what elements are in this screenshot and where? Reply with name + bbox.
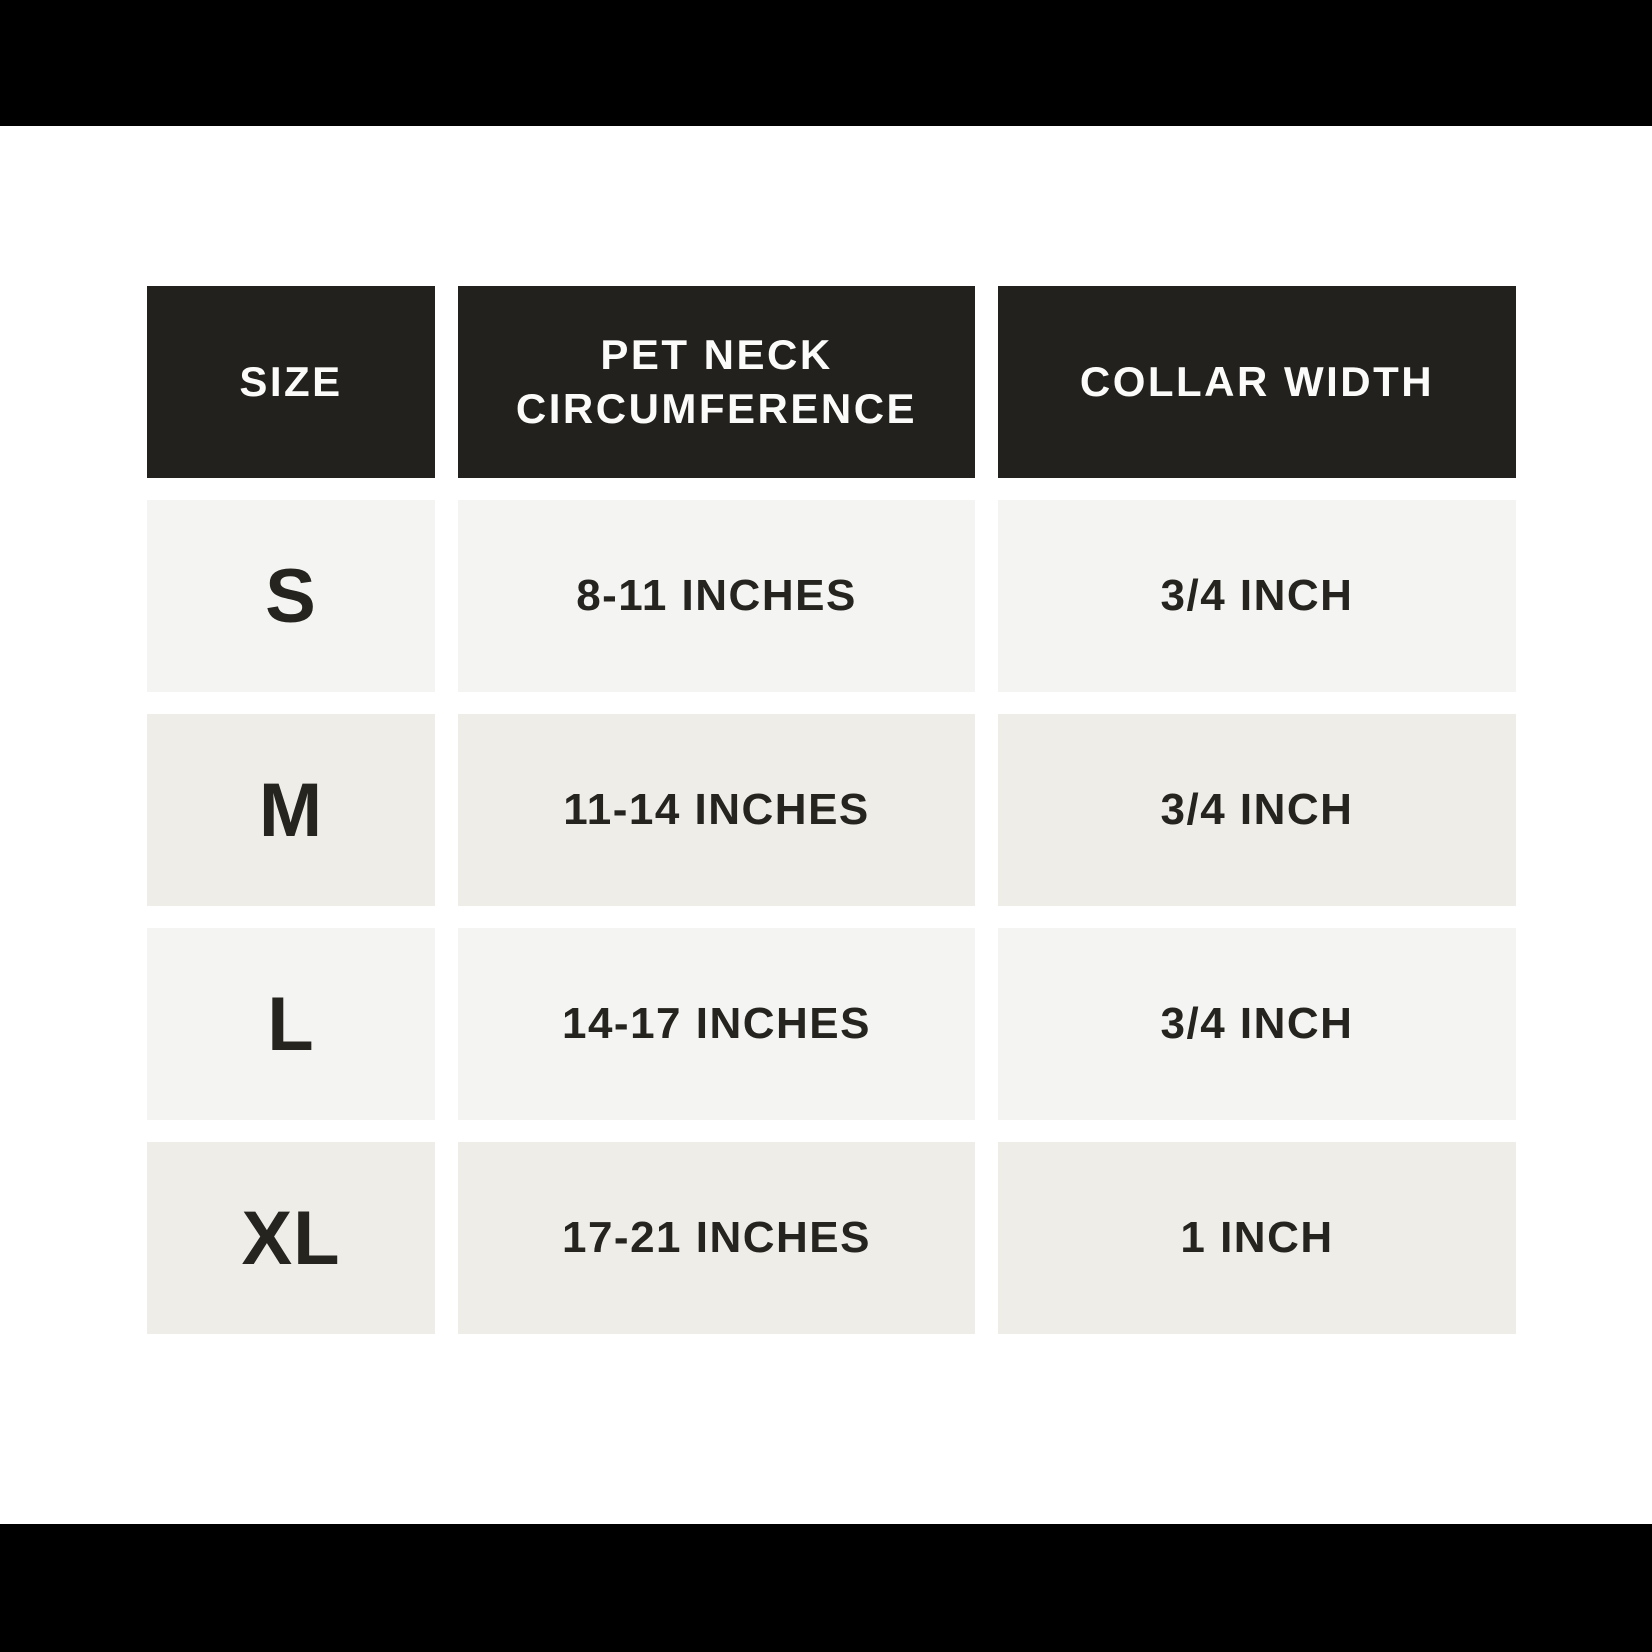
row-l-neck-cell: 14-17 INCHES — [458, 928, 975, 1120]
letterbox-bar-top — [0, 0, 1652, 126]
letterbox-bar-bottom — [0, 1524, 1652, 1652]
row-m-neck-cell: 11-14 INCHES — [458, 714, 975, 906]
size-chart-table — [147, 286, 1516, 1334]
row-xl-size-cell: XL — [147, 1142, 435, 1334]
column-header-neck-circumference: PET NECK CIRCUMFERENCE — [458, 286, 975, 478]
row-m-size-cell: M — [147, 714, 435, 906]
row-l-collar-width-cell: 3/4 INCH — [998, 928, 1516, 1120]
row-s-neck-cell: 8-11 INCHES — [458, 500, 975, 692]
row-xl-neck-cell: 17-21 INCHES — [458, 1142, 975, 1334]
row-s-size-cell: S — [147, 500, 435, 692]
row-xl-collar-width-cell: 1 INCH — [998, 1142, 1516, 1334]
column-header-collar-width: COLLAR WIDTH — [998, 286, 1516, 478]
row-s-collar-width-cell: 3/4 INCH — [998, 500, 1516, 692]
row-l-size-cell: L — [147, 928, 435, 1120]
row-m-collar-width-cell: 3/4 INCH — [998, 714, 1516, 906]
column-header-size: SIZE — [147, 286, 435, 478]
